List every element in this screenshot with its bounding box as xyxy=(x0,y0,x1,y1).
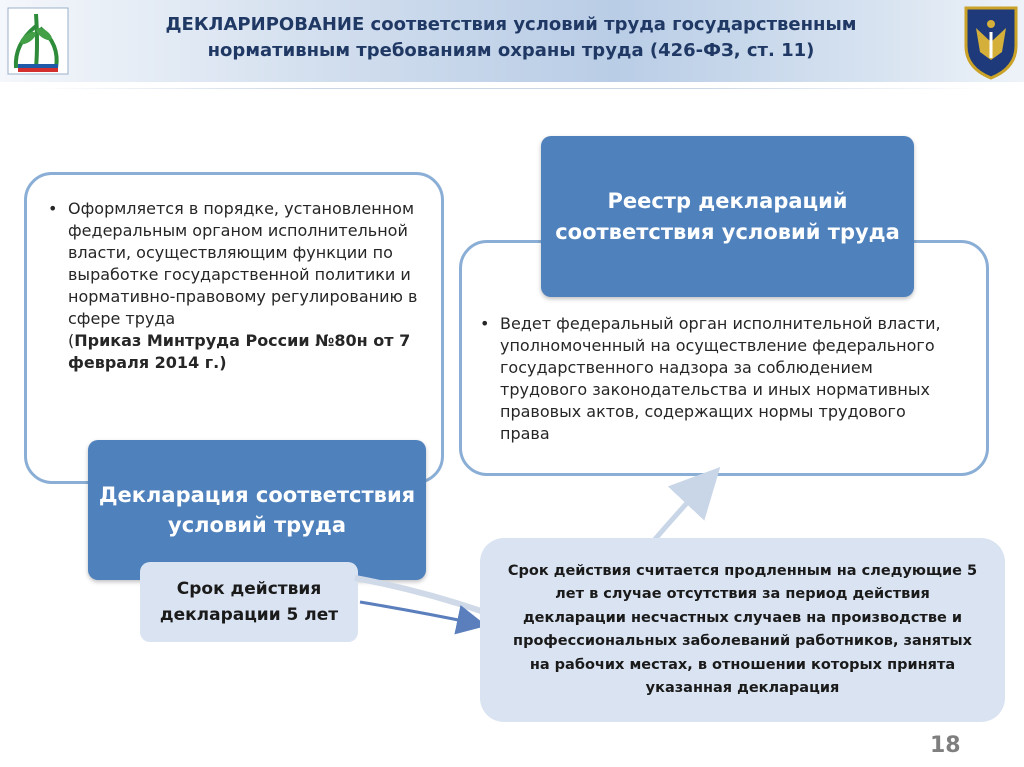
registry-label: Реестр деклараций соответствия условий труда xyxy=(555,188,900,244)
extension-text: Срок действия считается продленным на следующие 5 лет в случае отсутствия за период действия декларации несчастных случаев на производстве и профессиональных заболеваний работников, занятых на рабочих местах, в отношении которых принята указанная декларация xyxy=(507,562,978,696)
arrow-validity-shadow xyxy=(355,578,484,612)
page-number: 18 xyxy=(930,733,961,758)
order-paren: ( xyxy=(68,331,75,350)
left-info-body: Оформляется в порядке, установленном федеральным органом исполнительной власти, осуществляющим функции по выработке государственной политики и нормативно-правовому регулированию в сфере труда xyxy=(68,199,418,328)
bullet-marker: • xyxy=(480,314,490,333)
validity-label: Срок действия декларации 5 лет xyxy=(159,579,339,625)
bullet-marker: • xyxy=(48,199,58,218)
right-info-body: Ведет федеральный орган исполнительной власти, уполномоченный на осуществление федерального государственного надзора за соблюдением трудового законодательства и иных нормативных правовых актов, содержащих нормы трудового права xyxy=(500,314,941,443)
order-text: Приказ Минтруда России №80н от 7 февраля 2014 г.) xyxy=(68,331,411,372)
extension-box xyxy=(480,538,1005,722)
arrow-to-registry xyxy=(650,478,710,545)
title-line-2: нормативным требованиям охраны труда (426-ФЗ, ст. 11) xyxy=(207,40,815,61)
title-rest: соответствия условий труда государственным xyxy=(364,14,857,35)
title-keyword: ДЕКЛАРИРОВАНИЕ xyxy=(165,14,365,35)
declaration-label: Декларация соответствия условий труда xyxy=(98,483,416,537)
